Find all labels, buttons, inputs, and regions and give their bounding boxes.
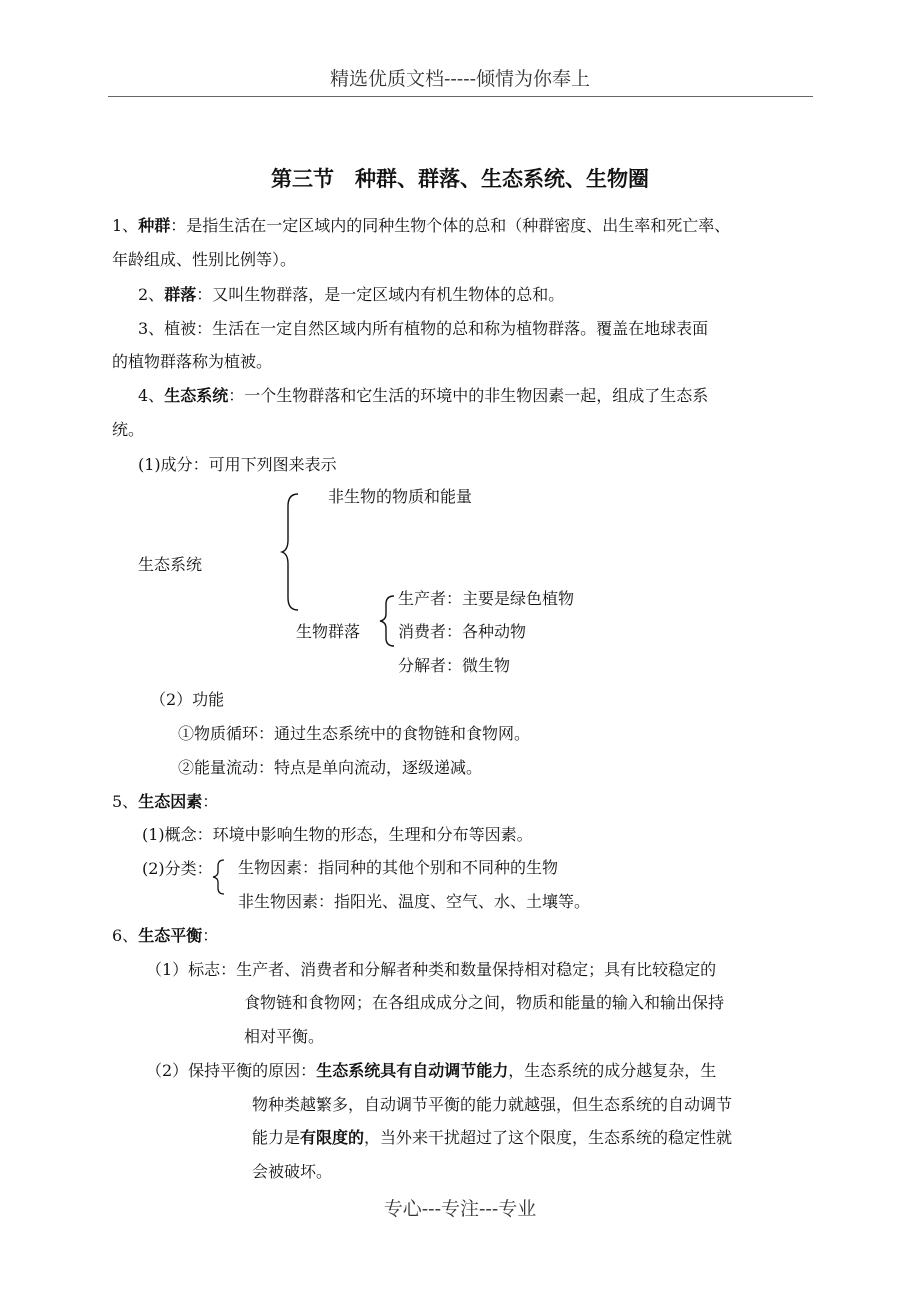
item-1-text: 是指生活在一定区域内的同种生物个体的总和（种群密度、出生率和死亡率、	[186, 216, 731, 235]
balance-reason-prefix: （2）保持平衡的原因：	[146, 1061, 317, 1080]
item-5-abiotic: 非生物因素：指阳光、温度、空气、水、土壤等。	[238, 892, 591, 911]
item-5-number: 5、	[112, 792, 139, 811]
components-heading: (1)成分：可用下列图来表示	[138, 455, 337, 474]
balance-sign-line-1: （1）标志：生产者、消费者和分解者种类和数量保持相对稳定；具有比较稳定的	[146, 960, 717, 979]
function-material-cycle: ①物质循环：通过生态系统中的食物链和食物网。	[178, 724, 531, 743]
item-2-sep: ：	[196, 285, 213, 304]
section-title: 第三节 种群、群落、生态系统、生物圈	[271, 166, 649, 191]
diagram-nonliving: 非生物的物质和能量	[328, 487, 473, 506]
balance-reason-line-2: 物种类越繁多，自动调节平衡的能力就越强，但生态系统的自动调节	[252, 1095, 733, 1114]
item-5-classify-label: (2)分类：	[142, 859, 213, 878]
item-4-line-2: 统。	[112, 420, 145, 439]
function-energy-flow: ②能量流动：特点是单向流动，逐级递减。	[178, 758, 483, 777]
balance-sign-line-2: 食物链和食物网；在各组成成分之间，物质和能量的输入和输出保持	[244, 993, 725, 1012]
balance-reason-line-3-a: 能力是	[252, 1128, 301, 1147]
item-3-line-2: 的植物群落称为植被。	[112, 352, 273, 371]
item-4-sep: ：	[228, 386, 245, 405]
item-5-heading	[112, 794, 218, 810]
header-divider	[108, 96, 813, 97]
item-5-sep: ：	[202, 792, 219, 811]
balance-reason-rest: ，生态系统的成分越复杂，生	[508, 1061, 717, 1080]
diagram-consumer: 消费者：各种动物	[398, 622, 527, 641]
item-1-term: 种群	[138, 216, 171, 235]
item-1-line-1	[112, 218, 730, 234]
page-header: 精选优质文档-----倾情为你奉上	[329, 68, 591, 90]
diagram-root: 生态系统	[138, 555, 203, 574]
balance-reason-line-3	[252, 1130, 732, 1146]
item-2-text: 又叫生物群落，是一定区域内有机生物体的总和。	[212, 285, 565, 304]
balance-reason-line-3-b: ，当外来干扰超过了这个限度，生态系统的稳定性就	[364, 1128, 733, 1147]
item-5-brace	[212, 858, 228, 896]
item-1-line-2: 年龄组成、性别比例等）。	[112, 250, 297, 269]
item-6-sep: ：	[202, 926, 219, 945]
item-1-number: 1、	[112, 216, 139, 235]
item-1-sep: ：	[170, 216, 187, 235]
item-4-line-1	[138, 388, 708, 404]
balance-reason-bold: 生态系统具有自动调节能力	[316, 1061, 509, 1080]
diagram-brace-community	[380, 594, 398, 648]
item-5-concept: (1)概念：环境中影响生物的形态，生理和分布等因素。	[142, 825, 533, 844]
item-4-term: 生态系统	[164, 386, 229, 405]
diagram-producer: 生产者：主要是绿色植物	[398, 589, 575, 608]
page-footer: 专心---专注---专业	[383, 1198, 537, 1220]
item-6-number: 6、	[112, 926, 139, 945]
item-5-biotic: 生物因素：指同种的其他个别和不同种的生物	[238, 858, 559, 877]
item-2-term: 群落	[164, 285, 197, 304]
diagram-brace-main	[282, 492, 306, 612]
diagram-community: 生物群落	[296, 622, 361, 641]
item-4-text: 一个生物群落和它生活的环境中的非生物因素一起，组成了生态系	[244, 386, 709, 405]
item-6-term: 生态平衡	[138, 926, 203, 945]
balance-reason-line-1	[146, 1063, 716, 1079]
item-5-term: 生态因素	[138, 792, 203, 811]
item-3-line-1: 3、植被：生活在一定自然区域内所有植物的总和称为植物群落。覆盖在地球表面	[138, 319, 709, 338]
item-2-number: 2、	[138, 285, 165, 304]
balance-sign-line-3: 相对平衡。	[244, 1027, 325, 1046]
balance-reason-line-3-bold: 有限度的	[300, 1128, 365, 1147]
balance-reason-line-4: 会被破坏。	[252, 1162, 333, 1181]
item-4-number: 4、	[138, 386, 165, 405]
item-6-heading	[112, 928, 218, 944]
item-2	[138, 287, 564, 303]
function-heading: （2）功能	[150, 690, 225, 709]
diagram-decomposer: 分解者：微生物	[398, 656, 511, 675]
